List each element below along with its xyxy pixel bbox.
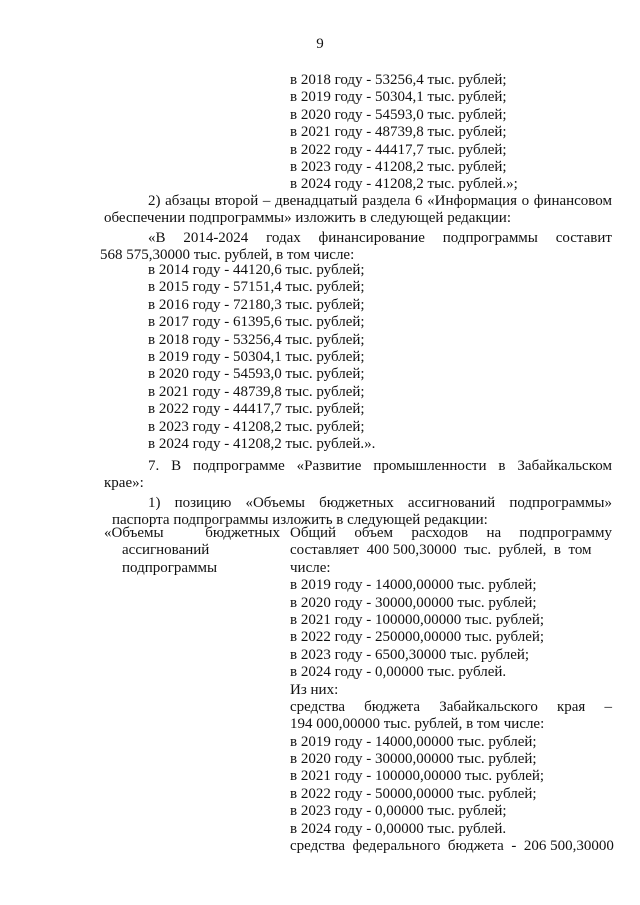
list-item: в 2024 году - 41208,2 тыс. рублей.». — [148, 435, 376, 452]
list-item: в 2018 году - 53256,4 тыс. рублей; — [148, 331, 365, 348]
list-item: в 2019 году - 50304,1 тыс. рублей; — [290, 89, 507, 106]
word: «В — [148, 230, 166, 246]
word: на — [486, 525, 502, 541]
table-cell-line: составляет 400 500,30000 тыс. рублей, в том — [290, 542, 592, 559]
list-item: в 2019 году - 14000,00000 тыс. рублей; — [290, 733, 537, 750]
word: «Объемы — [245, 494, 306, 511]
list-item: в 2019 году - 50304,1 тыс. рублей; — [148, 348, 365, 365]
word: Забайкальском — [517, 458, 612, 474]
list-item: в 2023 году - 41208,2 тыс. рублей; — [290, 158, 507, 175]
list-item: в 2022 году - 44417,7 тыс. рублей; — [148, 401, 365, 418]
list-item: в 2020 году - 54593,0 тыс. рублей; — [148, 366, 365, 383]
list-item: в 2024 году - 41208,2 тыс. рублей.»; — [290, 176, 518, 193]
paragraph-financing-total — [100, 230, 612, 265]
table-cell-line: числе: — [290, 559, 331, 576]
word: промышленности — [373, 458, 487, 474]
table-cell-line: ассигнований — [122, 542, 210, 559]
word: «Объемы — [104, 525, 164, 541]
word: подпрограммы» — [509, 494, 612, 511]
word: составит — [555, 230, 612, 246]
word: средства — [290, 698, 346, 715]
list-item: в 2021 году - 100000,00000 тыс. рублей; — [290, 611, 545, 628]
word: Забайкальского — [439, 698, 538, 715]
paragraph-line — [104, 495, 612, 512]
paragraph-line: 2) абзацы второй – двенадцатый раздела 6 «Информация о финансовом — [148, 193, 612, 209]
paragraph-amendment-section-6 — [104, 193, 612, 228]
list-item: в 2023 году - 41208,2 тыс. рублей; — [148, 418, 365, 435]
list-item: в 2020 году - 54593,0 тыс. рублей; — [290, 106, 507, 123]
word: 1) — [148, 494, 161, 511]
list-item: в 2016 году - 72180,3 тыс. рублей; — [148, 296, 365, 313]
table-cell-line — [290, 699, 612, 716]
word: ассигнований — [407, 494, 496, 511]
word: края — [556, 698, 586, 715]
list-item: в 2014 году - 44120,6 тыс. рублей; — [148, 262, 365, 278]
paragraph-line: обеспечении подпрограммы» изложить в следующей редакции: — [104, 210, 511, 227]
table-cell-line: 194 000,00000 тыс. рублей, в том числе: — [290, 716, 545, 733]
table-cell-line — [104, 525, 280, 542]
list-item: в 2023 году - 0,00000 тыс. рублей; — [290, 803, 507, 820]
list-item: в 2020 году - 30000,00000 тыс. рублей; — [290, 751, 537, 768]
word: В — [171, 458, 182, 474]
list-item: в 2024 году - 0,00000 тыс. рублей. — [290, 664, 507, 681]
word: подпрограммы — [442, 230, 538, 246]
word: бюджета — [364, 698, 421, 715]
paragraph-line: 568 575,30000 тыс. рублей, в том числе: — [100, 247, 355, 264]
word: объем — [354, 525, 394, 541]
paragraph-line — [104, 458, 612, 475]
paragraph-line: паспорта подпрограммы изложить в следующей редакции: — [112, 512, 488, 529]
word: подпрограмме — [193, 458, 285, 474]
paragraph-item-7 — [104, 458, 612, 530]
page-number: 9 — [316, 36, 324, 52]
word: в — [498, 458, 506, 474]
list-item: в 2021 году - 48739,8 тыс. рублей; — [148, 383, 365, 400]
table-cell-line: Из них: — [290, 681, 339, 698]
list-item: в 2023 году - 6500,30000 тыс. рублей; — [290, 646, 530, 663]
passport-table-label-cell — [104, 525, 280, 577]
list-item: в 2020 году - 30000,00000 тыс. рублей; — [290, 594, 537, 611]
list-item: в 2024 году - 0,00000 тыс. рублей. — [290, 820, 507, 837]
word: бюджетных — [205, 525, 280, 541]
passport-table-value-cell — [290, 525, 612, 855]
word: годах — [266, 230, 301, 246]
list-item: в 2022 году - 50000,00000 тыс. рублей; — [290, 785, 537, 802]
word: бюджетных — [319, 494, 394, 511]
table-cell-line — [290, 525, 612, 542]
list-item: в 2015 году - 57151,4 тыс. рублей; — [148, 279, 365, 296]
paragraph-line — [104, 230, 612, 247]
list-item: в 2018 году - 53256,4 тыс. рублей; — [290, 72, 507, 88]
word: расходов — [411, 525, 469, 541]
word: позицию — [174, 494, 232, 511]
list-item: в 2021 году - 48739,8 тыс. рублей; — [290, 124, 507, 141]
list-item: в 2019 году - 14000,00000 тыс. рублей; — [290, 577, 537, 594]
word: финансирование — [318, 230, 425, 246]
list-item: в 2022 году - 44417,7 тыс. рублей; — [290, 141, 507, 158]
word: 7. — [148, 458, 160, 474]
year-list-continuation — [290, 72, 518, 194]
list-item: в 2022 году - 250000,00000 тыс. рублей; — [290, 629, 545, 646]
table-cell-line: подпрограммы — [122, 559, 218, 576]
list-item: в 2017 году - 61395,6 тыс. рублей; — [148, 314, 365, 331]
word: Общий — [290, 525, 337, 541]
word: подпрограмму — [519, 525, 612, 541]
table-cell-line: средства федерального бюджета - 206 500,30000 — [290, 838, 614, 855]
word: 2014-2024 — [183, 230, 249, 246]
word: «Развитие — [296, 458, 362, 474]
word: – — [604, 698, 612, 715]
list-item: в 2021 году - 100000,00000 тыс. рублей; — [290, 768, 545, 785]
year-list-financing — [148, 262, 375, 453]
paragraph-line: крае»: — [104, 475, 144, 492]
